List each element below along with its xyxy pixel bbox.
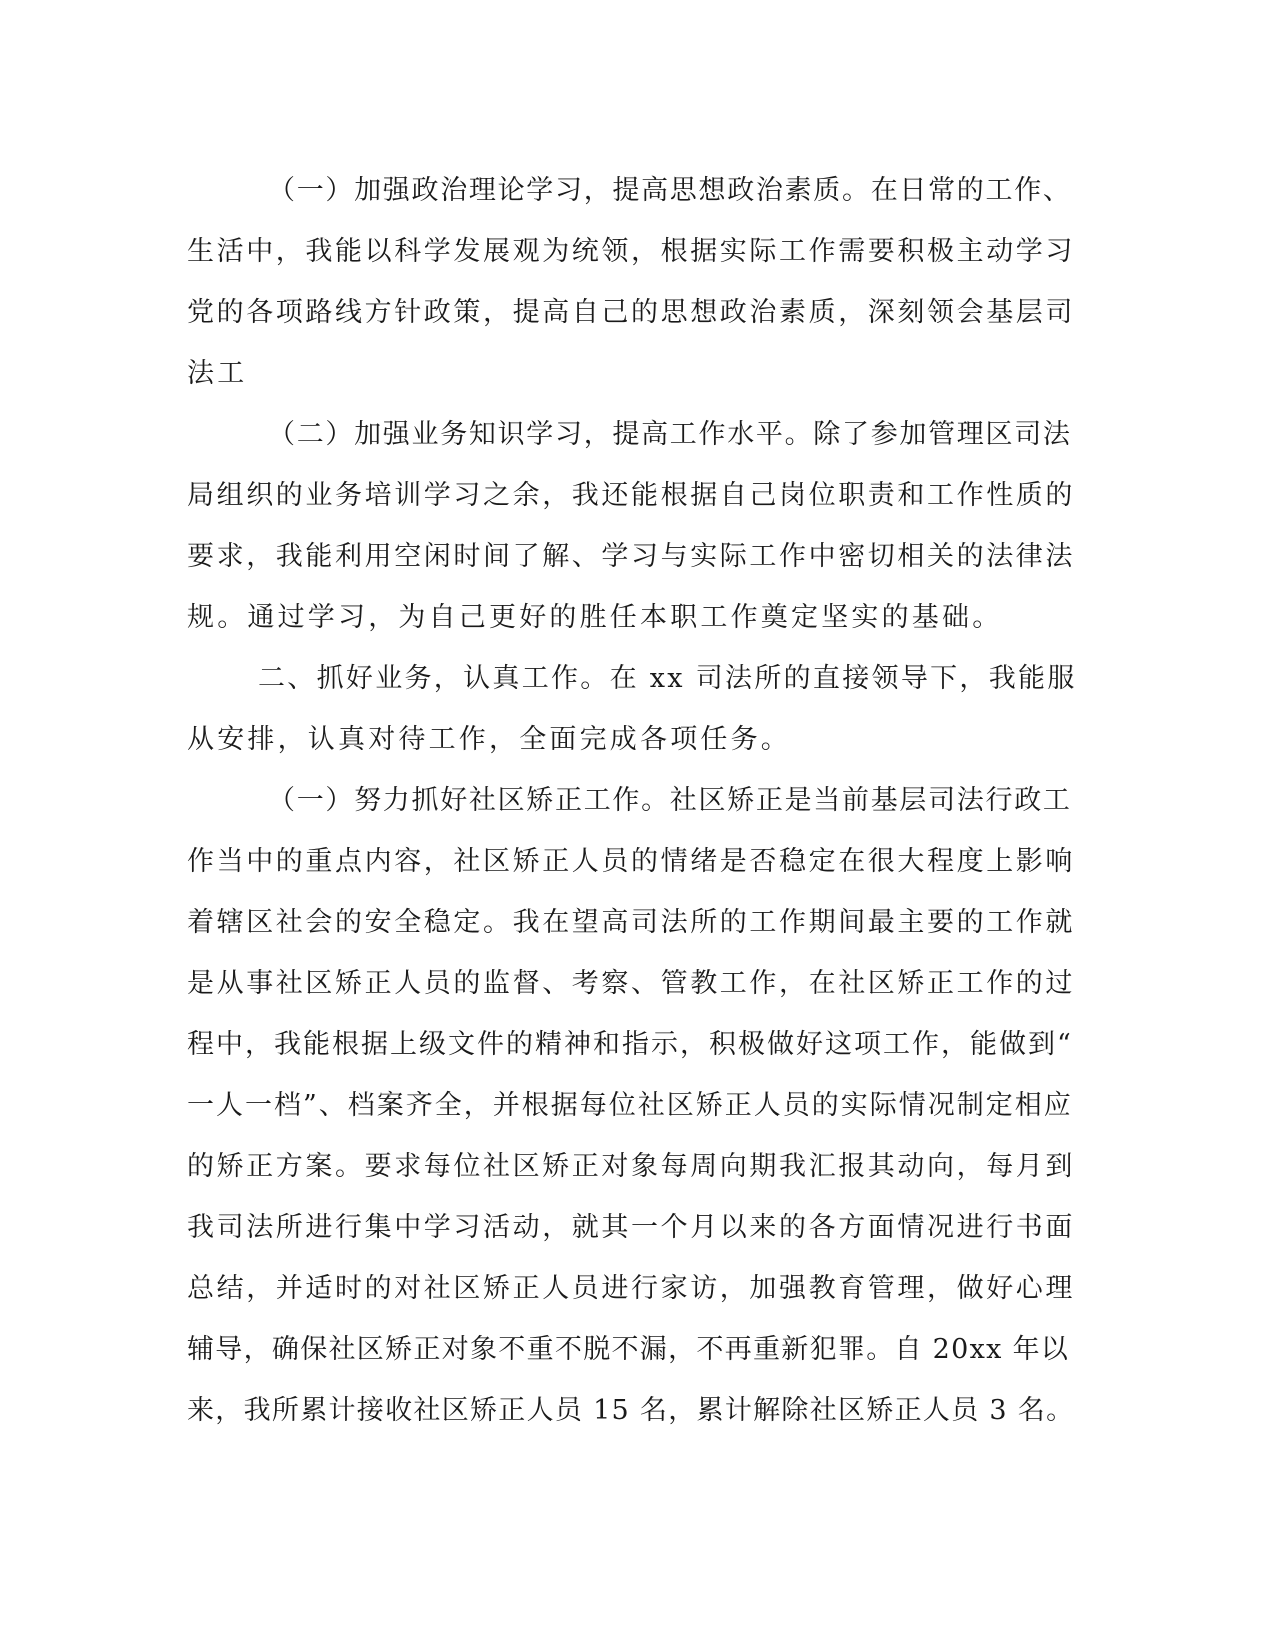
paragraph-line: （一）努力抓好社区矫正工作。社区矫正是当前基层司法行政工 [268, 785, 1072, 816]
paragraph-line: （二）加强业务知识学习，提高工作水平。除了参加管理区司法 [268, 419, 1072, 450]
section-heading-line: 二、抓好业务，认真工作。在 xx 司法所的直接领导下，我能服 [258, 663, 1077, 694]
paragraph-line: 着辖区社会的安全稳定。我在望高司法所的工作期间最主要的工作就 [187, 907, 1075, 938]
paragraph-line: 生活中，我能以科学发展观为统领，根据实际工作需要积极主动学习 [187, 236, 1075, 267]
paragraph-line: 从安排，认真对待工作，全面完成各项任务。 [187, 724, 791, 755]
paragraph-line: （一）加强政治理论学习，提高思想政治素质。在日常的工作、 [268, 175, 1072, 206]
paragraph-line: 党的各项路线方针政策，提高自己的思想政治素质，深刻领会基层司 [187, 297, 1075, 328]
paragraph-line: 规。通过学习，为自己更好的胜任本职工作奠定坚实的基础。 [187, 602, 1003, 633]
paragraph-line: 要求，我能利用空闲时间了解、学习与实际工作中密切相关的法律法 [187, 541, 1075, 572]
paragraph-line: 法工 [187, 358, 248, 389]
paragraph-line: 一人一档”、档案齐全，并根据每位社区矫正人员的实际情况制定相应 [187, 1090, 1073, 1121]
paragraph-line: 我司法所进行集中学习活动，就其一个月以来的各方面情况进行书面 [187, 1212, 1075, 1243]
paragraph-line: 来，我所累计接收社区矫正人员 15 名，累计解除社区矫正人员 3 名。 [187, 1395, 1075, 1426]
paragraph-line: 是从事社区矫正人员的监督、考察、管教工作，在社区矫正工作的过 [187, 968, 1075, 999]
document-body [187, 160, 1077, 1441]
paragraph-line: 局组织的业务培训学习之余，我还能根据自己岗位职责和工作性质的 [187, 480, 1075, 511]
paragraph-line: 总结，并适时的对社区矫正人员进行家访，加强教育管理，做好心理 [187, 1273, 1075, 1304]
paragraph-line: 的矫正方案。要求每位社区矫正对象每周向期我汇报其动向，每月到 [187, 1151, 1075, 1182]
paragraph-line: 辅导，确保社区矫正对象不重不脱不漏，不再重新犯罪。自 20xx 年以 [187, 1334, 1070, 1365]
paragraph-line: 程中，我能根据上级文件的精神和指示，积极做好这项工作，能做到“ [187, 1029, 1073, 1060]
paragraph-line: 作当中的重点内容，社区矫正人员的情绪是否稳定在很大程度上影响 [187, 846, 1075, 877]
